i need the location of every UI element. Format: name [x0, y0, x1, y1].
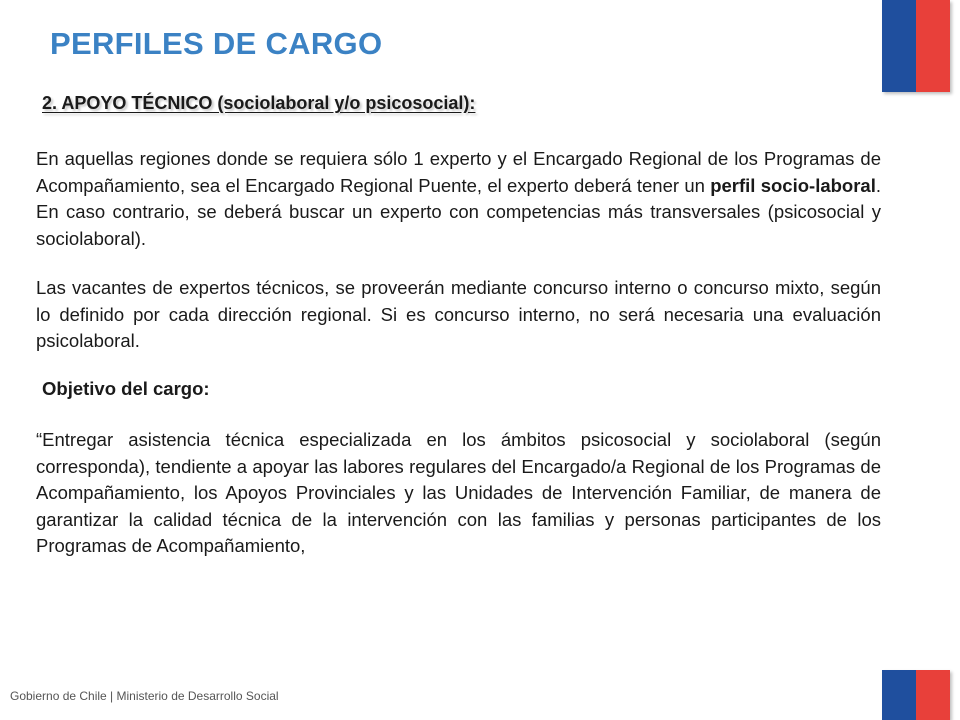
objective-heading: Objetivo del cargo: — [42, 378, 210, 399]
chile-flag-logo-top — [882, 0, 950, 92]
paragraph-1-text-start: En aquellas regiones donde se requiera sólo 1 experto y el Encargado Regional de los Programas de Acompañamiento, sea el Encargado Regional Puente, el experto deberá tener un — [36, 148, 881, 196]
flag-red-stripe — [916, 0, 950, 92]
page-title: PERFILES DE CARGO — [50, 26, 383, 61]
paragraph-1 — [36, 146, 881, 252]
paragraph-1-text-end: . En caso contrario, se deberá buscar un experto con competencias más transversales (psicosocial y sociolaboral). — [36, 174, 881, 249]
flag-red-stripe — [916, 670, 950, 720]
paragraph-1-bold-term: perfil socio-laboral — [710, 174, 876, 196]
objective-text: “Entregar asistencia técnica especializada en los ámbitos psicosocial y sociolaboral (según corresponda), tendiente a apoyar las labores regulares del Encargado/a Regional de los Programas de Acompañamiento, los Apoyos Provinciales y las Unidades de Intervención Familiar, de manera de garantizar la calidad técnica de la intervención con las familias y personas participantes de los Programas de Acompañamiento, — [36, 429, 881, 556]
chile-flag-logo-bottom — [882, 670, 950, 720]
section-subtitle: 2. APOYO TÉCNICO (sociolaboral y/o psicosocial): — [42, 93, 476, 113]
flag-blue-stripe — [882, 670, 916, 720]
flag-blue-stripe — [882, 0, 916, 92]
footer-text: Gobierno de Chile | Ministerio de Desarrollo Social — [10, 689, 279, 703]
paragraph-2: Las vacantes de expertos técnicos, se proveerán mediante concurso interno o concurso mixto, según lo definido por cada dirección regional. Si es concurso interno, no será necesaria una evaluación psicolaboral. — [36, 277, 881, 351]
